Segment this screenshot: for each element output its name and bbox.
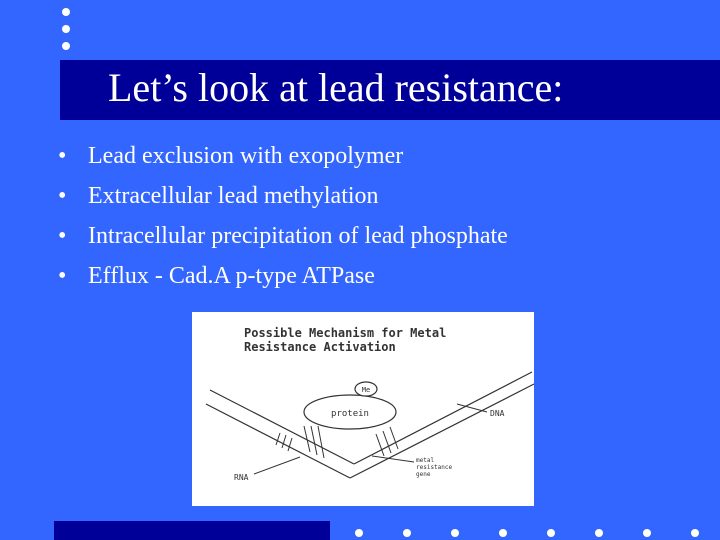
bullet-marker: • [58, 263, 67, 289]
decor-dot [547, 529, 555, 537]
mechanism-figure [192, 312, 534, 506]
bullet-text: Lead exclusion with exopolymer [88, 143, 404, 169]
decor-dot [643, 529, 651, 537]
decor-dot [62, 25, 70, 33]
bullet-marker: • [58, 223, 67, 249]
decor-dot [355, 529, 363, 537]
gene-label-line2: resistance [416, 464, 453, 471]
rna-label: RNA [234, 473, 249, 482]
gene-label-line1: metal [416, 457, 435, 464]
decor-dot [403, 529, 411, 537]
decor-dot [595, 529, 603, 537]
slide-title: Let’s look at lead resistance: [108, 65, 564, 110]
figure-title-line1: Possible Mechanism for Metal [244, 326, 447, 340]
decor-dot [62, 42, 70, 50]
bullet-marker: • [58, 143, 67, 169]
decor-dot [62, 8, 70, 16]
bullet-text: Intracellular precipitation of lead phosphate [88, 223, 508, 249]
bullet-text: Efflux - Cad.A p-type ATPase [88, 263, 375, 289]
figure-title-line2: Resistance Activation [244, 340, 396, 354]
protein-label: protein [331, 409, 369, 419]
bottom-bar [54, 521, 330, 540]
decor-dot [451, 529, 459, 537]
hatch-marks [276, 426, 398, 458]
gene-label-line3: gene [416, 471, 431, 478]
mechanism-diagram [192, 312, 534, 506]
bullet-text: Extracellular lead methylation [88, 183, 379, 209]
bullet-marker: • [58, 183, 67, 209]
metal-ion-label: Me [361, 386, 371, 394]
dna-label: DNA [490, 409, 505, 418]
decor-dot [691, 529, 699, 537]
decor-dot [499, 529, 507, 537]
